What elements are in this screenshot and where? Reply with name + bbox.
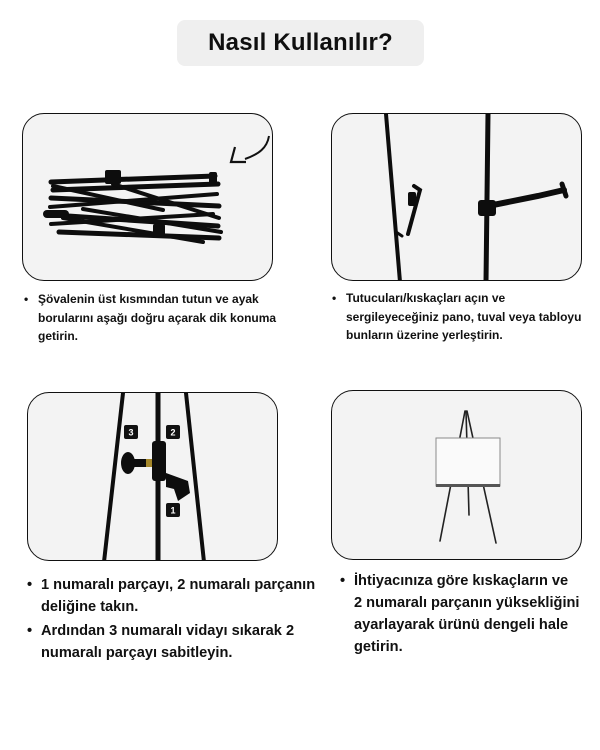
folded-easel-panel: [22, 113, 273, 281]
curved-arrow-icon: [245, 136, 269, 159]
step-1-instructions: [24, 290, 304, 346]
page-title: Nasıl Kullanılır?: [208, 29, 393, 56]
step-3-text-a: • 1 numaralı parçayı, 2 numaralı parçanın deliğine takın.: [27, 574, 327, 618]
step-4-text: • İhtiyacınıza göre kıskaçların ve 2 numaralı parçanın yüksekliğini ayarlayarak ürünü dengeli hale getirin.: [340, 570, 580, 658]
step-3-instructions: [27, 574, 327, 666]
numbered-parts-image: [28, 393, 278, 561]
step-2-text: • Tutucuları/kıskaçları açın ve sergileyeceğiniz pano, tuval veya tabloyu bunların üzerine yerleştirin.: [332, 289, 592, 345]
title-pill: [177, 20, 424, 66]
folded-easel-image: [23, 114, 273, 281]
svg-text:3: 3: [128, 427, 134, 438]
arrow-head-icon: [231, 147, 246, 162]
easel-with-board-image: [332, 391, 582, 560]
svg-text:1: 1: [170, 505, 176, 516]
svg-text:2: 2: [170, 427, 176, 438]
parts-panel: [27, 392, 278, 561]
step-4-instructions: [340, 570, 580, 658]
step-2-instructions: [332, 289, 592, 345]
badge-1: [166, 503, 180, 517]
badge-3: [124, 425, 138, 439]
badge-2: [166, 425, 180, 439]
step-3-text-b: • Ardından 3 numaralı vidayı sıkarak 2 numaralı parçayı sabitleyin.: [27, 620, 327, 664]
holders-panel: [331, 113, 582, 281]
step-1-text: • Şövalenin üst kısmından tutun ve ayak borularını aşağı doğru açarak dik konuma getirin.: [24, 290, 304, 346]
board: [436, 438, 500, 486]
easel-board-panel: [331, 390, 582, 560]
easel-holders-image: [332, 114, 582, 281]
